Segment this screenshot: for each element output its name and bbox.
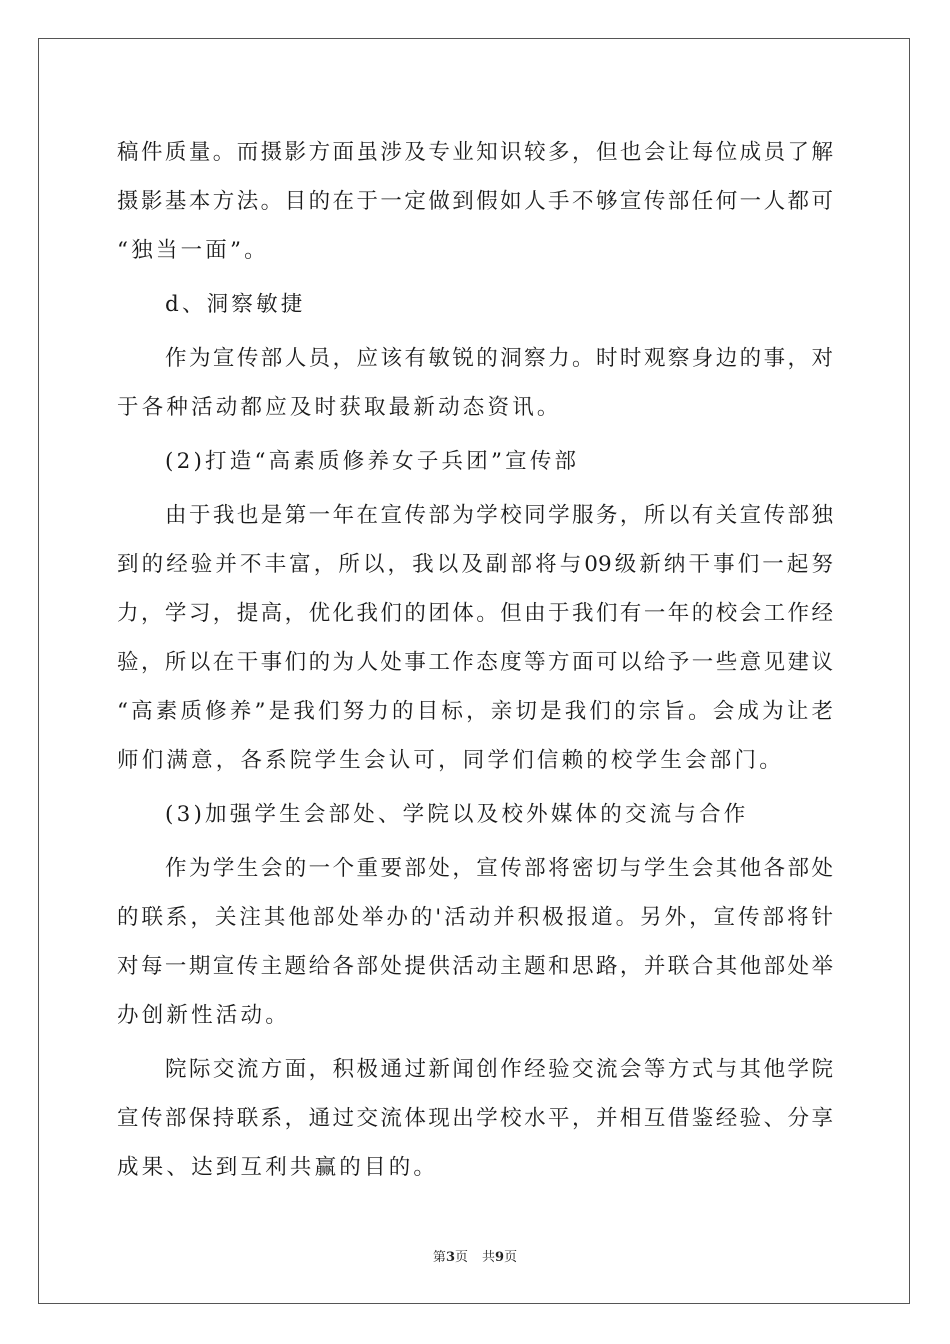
total-suffix: 页: [504, 1250, 518, 1265]
document-body: [117, 128, 833, 1192]
section-heading: d、洞察敏捷: [165, 292, 306, 317]
text-line: 作为学生会的一个重要部处，宣传部将密切与学生会其他各部处: [165, 856, 833, 881]
page-number: 3: [445, 1250, 455, 1265]
text-line: 由于我也是第一年在宣传部为学校同学服务，所以有关宣传部独: [165, 503, 833, 528]
text-line: 成果、达到互利共赢的目的。: [117, 1155, 439, 1180]
text-line: 于各种活动都应及时获取最新动态资讯。: [117, 395, 562, 420]
text-line: 师们满意，各系院学生会认可，同学们信赖的校学生会部门。: [117, 748, 784, 773]
total-pages: 9: [495, 1250, 505, 1265]
text-line: 验，所以在干事们的为人处事工作态度等方面可以给予一些意见建议: [117, 650, 833, 675]
text-line: 办创新性活动。: [117, 1003, 290, 1028]
text-line: 的联系，关注其他部处举办的'活动并积极报道。另外，宣传部将针: [117, 905, 833, 930]
text-line: “高素质修养”是我们努力的目标，亲切是我们的宗旨。会成为让老: [117, 699, 833, 724]
page-suffix: 页: [454, 1250, 468, 1265]
text-line: 作为宣传部人员，应该有敏锐的洞察力。时时观察身边的事，对: [165, 346, 833, 371]
page-prefix: 第: [432, 1250, 446, 1265]
text-line: 宣传部保持联系，通过交流体现出学校水平，并相互借鉴经验、分享: [117, 1106, 833, 1131]
text-line: 到的经验并不丰富，所以，我以及副部将与09级新纳干事们一起努: [117, 552, 833, 577]
section-heading: (2)打造“高素质修养女子兵团”宣传部: [165, 449, 580, 474]
page-footer: [0, 1246, 950, 1265]
text-line: 摄影基本方法。目的在于一定做到假如人手不够宣传部任何一人都可: [117, 189, 833, 214]
text-line: 力，学习，提高，优化我们的团体。但由于我们有一年的校会工作经: [117, 601, 833, 626]
text-line: “独当一面”。: [117, 238, 269, 263]
text-line: 院际交流方面，积极通过新闻创作经验交流会等方式与其他学院: [165, 1057, 833, 1082]
section-heading: (3)加强学生会部处、学院以及校外媒体的交流与合作: [165, 802, 749, 827]
text-line: 稿件质量。而摄影方面虽涉及专业知识较多，但也会让每位成员了解: [117, 140, 833, 165]
text-line: 对每一期宣传主题给各部处提供活动主题和思路，并联合其他部处举: [117, 954, 833, 979]
total-prefix: 共: [482, 1250, 496, 1265]
